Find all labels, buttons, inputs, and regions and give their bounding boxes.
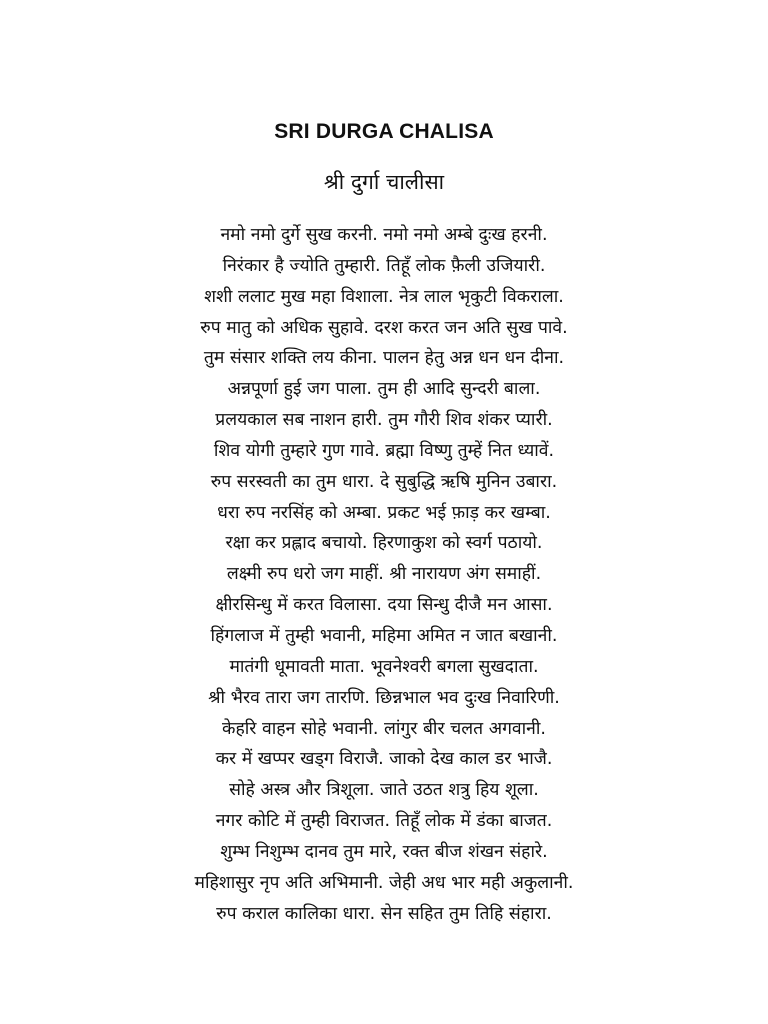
verse-line: श्री भैरव तारा जग तारणि. छिन्नभाल भव दुःख निवारिणी.: [208, 687, 560, 708]
verse-line: रुप सरस्वती का तुम धारा. दे सुबुद्धि ऋषि मुनिन उबारा.: [210, 471, 558, 492]
verse-line: प्रलयकाल सब नाशन हारी. तुम गौरी शिव शंकर प्यारी.: [215, 410, 553, 431]
verse-line: मातंगी धूमावती माता. भूवनेश्वरी बगला सुखदाता.: [229, 656, 539, 677]
verse-line: रुप मातु को अधिक सुहावे. दरश करत जन अति सुख पावे.: [200, 317, 568, 338]
document-title: SRI DURGA CHALISA: [274, 120, 494, 143]
verse-line: तुम संसार शक्ति लय कीना. पालन हेतु अन्न धन धन दीना.: [203, 348, 565, 369]
verse-line: अन्नपूर्णा हुई जग पाला. तुम ही आदि सुन्दरी बाला.: [227, 379, 541, 400]
verse-line: केहरि वाहन सोहे भवानी. लांगुर बीर चलत अगवानी.: [222, 718, 546, 739]
verse-line: धरा रुप नरसिंह को अम्बा. प्रकट भई फ़ाड़ कर खम्बा.: [217, 502, 551, 523]
verse-line: शुम्भ निशुम्भ दानव तुम मारे, रक्त बीज शंखन संहारे.: [220, 841, 548, 862]
verse-line: कर में खप्पर खड्ग विराजै. जाको देख काल डर भाजै.: [215, 749, 553, 770]
verse-line: रक्षा कर प्रह्लाद बचायो. हिरणाकुश को स्वर्ग पठायो.: [225, 533, 543, 554]
verse-line: क्षीरसिन्धु में करत विलासा. दया सिन्धु दीजै मन आसा.: [215, 595, 553, 616]
verse-line: नमो नमो दुर्गे सुख करनी. नमो नमो अम्बे दुःख हरनी.: [220, 225, 548, 245]
verse-line: शिव योगी तुम्हारे गुण गावे. ब्रह्मा विष्णु तुम्हें नित ध्यावें.: [213, 440, 555, 461]
verse-line: हिंगलाज में तुम्ही भवानी, महिमा अमित न जात बखानी.: [210, 625, 558, 646]
document-subtitle: श्री दुर्गा चालीसा: [323, 170, 445, 194]
verse-line: लक्ष्मी रुप धरो जग माहीं. श्री नारायण अंग समाहीं.: [226, 564, 542, 585]
verse-line: महिशासुर नृप अति अभिमानी. जेही अध भार मही अकुलानी.: [194, 872, 574, 893]
verse-line: रुप कराल कालिका धारा. सेन सहित तुम तिहि संहारा.: [216, 903, 552, 924]
verse-list: [0, 220, 768, 929]
verse-line: निरंकार है ज्योति तुम्हारी. तिहूँ लोक फ़ैली उजियारी.: [222, 255, 546, 276]
verse-line: शशी ललाट मुख महा विशाला. नेत्र लाल भृकुटी विकराला.: [204, 286, 564, 307]
verse-line: नगर कोटि में तुम्ही विराजत. तिहूँ लोक में डंका बाजत.: [215, 811, 553, 832]
verse-line: सोहे अस्त्र और त्रिशूला. जाते उठत शत्रु हिय शूला.: [229, 780, 539, 801]
